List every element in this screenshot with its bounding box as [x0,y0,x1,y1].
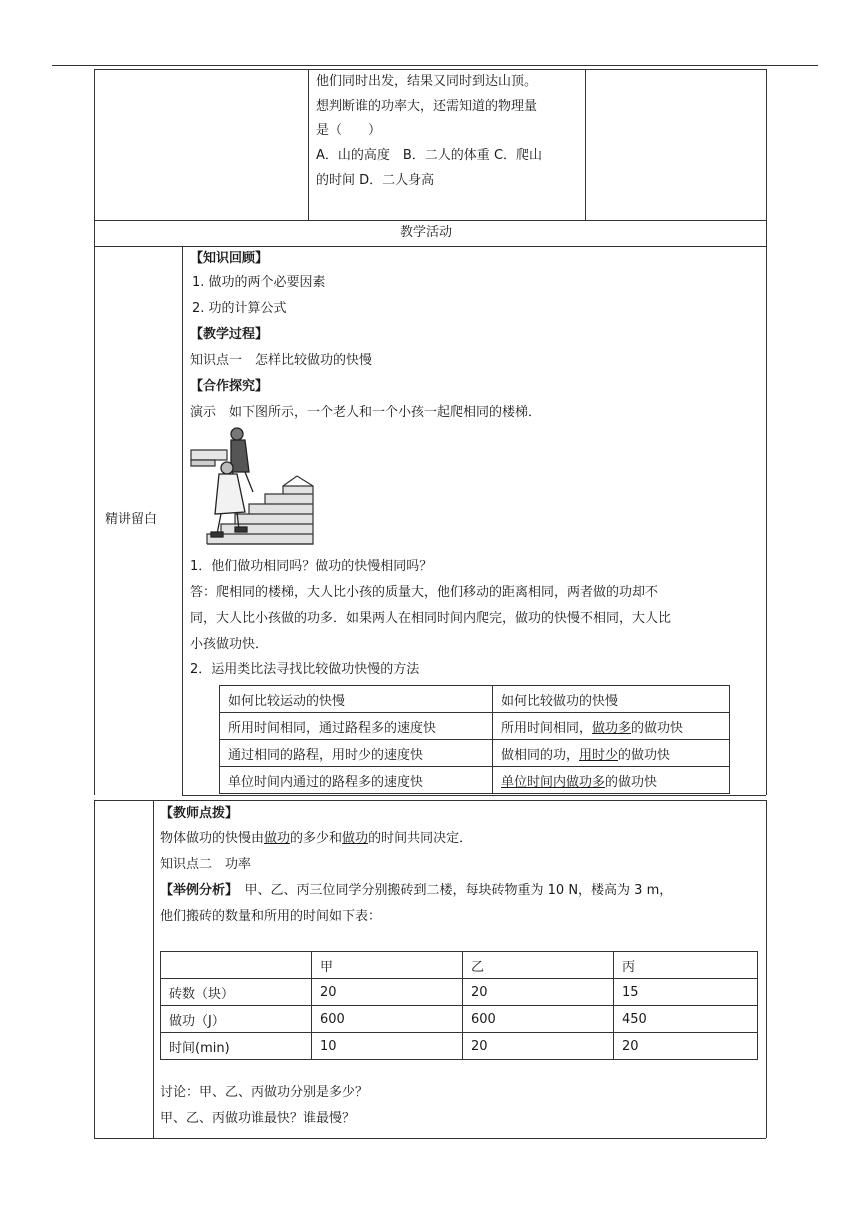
review-item: 2. 功的计算公式 [192,301,287,316]
page-top-rule [52,65,818,66]
question-line: 他们同时出发，结果又同时到达山顶。 [316,74,538,89]
table-cell: 所用时间相同，通过路程多的速度快 [220,713,493,740]
table-cell: 600 [312,1006,463,1033]
question-line: 想判断谁的功率大，还需知道的物理量 [316,99,538,114]
table-row [220,713,730,740]
table-row [161,979,758,1006]
section-header: 教学活动 [400,225,453,240]
knowledge-point-2: 知识点二 功率 [160,857,252,872]
table-cell: 600 [463,1006,614,1033]
process-heading: 【教学过程】 [190,327,269,342]
question-line: 的时间 D．二人身高 [316,173,435,188]
table-cell: 时间(min) [161,1033,312,1060]
table-cell: 甲 [312,952,463,979]
table-cell: 单位时间内通过的路程多的速度快 [220,767,493,794]
table-rule [94,800,766,801]
table-border-left [94,69,95,795]
question-line: A．山的高度 B．二人的体重 C．爬山 [316,148,543,163]
example-line: 他们搬砖的数量和所用的时间如下表： [160,909,382,924]
table-cell: 15 [614,979,758,1006]
table-row [161,952,758,979]
cell-divider [585,69,586,220]
answer-line: 小孩做功快． [190,637,269,652]
table-row [161,1006,758,1033]
discussion-line: 讨论：甲、乙、丙做功分别是多少？ [160,1085,369,1100]
table-cell: 450 [614,1006,758,1033]
comparison-table [219,685,730,794]
table-cell: 所用时间相同，做功多的做功快 [493,713,730,740]
table-cell: 10 [312,1033,463,1060]
table-rule [94,220,766,221]
table-row [161,1033,758,1060]
table-cell: 20 [312,979,463,1006]
example-line: 【举例分析】 甲、乙、丙三位同学分别搬砖到二楼，每块砖物重为 10 N，楼高为 3 m， [160,883,673,898]
table-border-left [94,800,95,1138]
table-cell: 做功（J） [161,1006,312,1033]
explore-heading: 【合作探究】 [190,379,269,394]
table-rule [94,1138,766,1139]
table-rule [94,246,766,247]
table-border-right [766,69,767,795]
knowledge-point-1: 知识点一 怎样比较做功的快慢 [190,353,373,368]
review-item: 1. 做功的两个必要因素 [192,275,326,290]
table-cell: 通过相同的路程，用时少的速度快 [220,740,493,767]
question-line: 是（ ） [316,123,382,138]
table-border-right [766,800,767,1138]
cell-divider [182,246,183,795]
table-cell: 20 [463,1033,614,1060]
table-cell: 如何比较做功的快慢 [493,686,730,713]
review-heading: 【知识回顾】 [190,251,269,266]
table-cell: 如何比较运动的快慢 [220,686,493,713]
table-cell: 砖数（块） [161,979,312,1006]
table-cell: 单位时间内做功多的做功快 [493,767,730,794]
cell-divider [308,69,309,220]
table-cell: 20 [614,1033,758,1060]
answer-line: 同，大人比小孩做的功多．如果两人在相同时间内爬完，做功的快慢不相同，大人比 [190,611,672,626]
question-1: 1．他们做功相同吗？做功的快慢相同吗？ [190,559,433,574]
table-cell: 乙 [463,952,614,979]
table-cell: 丙 [614,952,758,979]
brick-data-table [160,951,758,1060]
table-cell: 做相同的功，用时少的做功快 [493,740,730,767]
question-2: 2．运用类比法寻找比较做功快慢的方法 [190,662,420,677]
demo-text: 演示 如下图所示，一个老人和一个小孩一起爬相同的楼梯． [190,405,542,420]
table-row [220,740,730,767]
stairs-climbing-illustration [187,426,315,550]
table-row [220,686,730,713]
table-rule [182,795,766,796]
table-rule [94,69,766,70]
cell-divider [153,800,154,1138]
table-cell: 20 [463,979,614,1006]
answer-line: 答：爬相同的楼梯，大人比小孩的质量大，他们移动的距离相同，两者做的功却不 [190,585,659,600]
discussion-line: 甲、乙、丙做功谁最快？谁最慢？ [160,1111,356,1126]
table-cell [161,952,312,979]
table-row [220,767,730,794]
side-label: 精讲留白 [105,512,158,527]
teacher-tip-heading: 【教师点拨】 [160,806,239,821]
teacher-tip-text: 物体做功的快慢由做功的多少和做功的时间共同决定． [160,831,473,846]
